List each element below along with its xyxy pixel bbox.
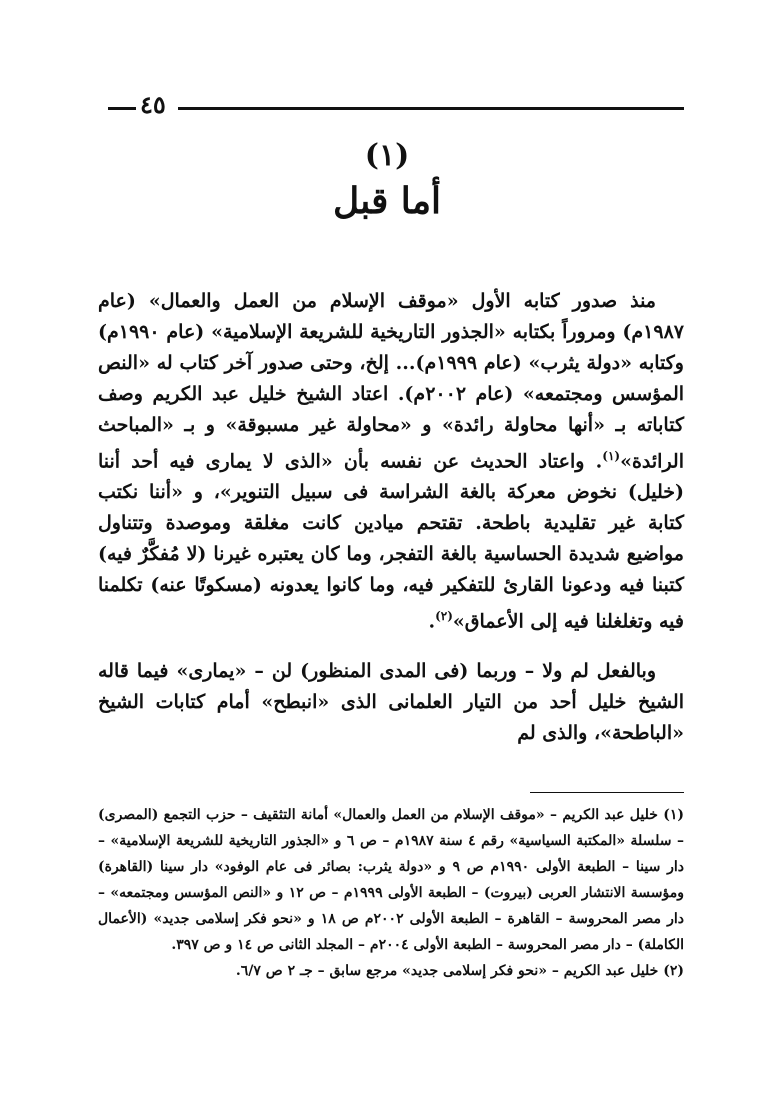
chapter-title: أما قبل xyxy=(332,180,442,222)
header-rule-short xyxy=(108,107,136,110)
footnote-ref: (٢) xyxy=(435,609,453,624)
footnote: (١) خليل عبد الكريم – «موقف الإسلام من العمل والعمال» أمانة التثقيف – حزب التجمع (المصرى) – سلسلة «المكتبة السياسية» رقم ٤ سنة ١٩٨٧م – ص ٦ و «الجذور التاريخية للشريعة الإسلامية» – دار سينا – الطبعة الأولى ١٩٩٠م ص ٩ و «دولة يثرب: بصائر فى عام الوفود» دار سينا (القاهرة) ومؤسسة الانتشار العربى (بيروت) – الطبعة الأولى ١٩٩٩م – ص ١٢ و «النص المؤسس ومجتمعه» – دار مصر المحروسة – القاهرة – الطبعة الأولى ٢٠٠٢م ص ١٨ و «نحو فكر إسلامى جديد» (الأعمال الكاملة) – دار مصر المحروسة – الطبعة الأولى ٢٠٠٤م – المجلد الثانى ص ١٤ و ص ٣٩٧. xyxy=(98,807,685,953)
footnote: (٢) خليل عبد الكريم – «نحو فكر إسلامى جديد» مرجع سابق – جـ ٢ ص ٦/٧. xyxy=(235,963,684,979)
body-text xyxy=(98,286,684,749)
paragraph xyxy=(98,286,684,638)
chapter-number: (١) xyxy=(364,138,410,173)
footnote-ref: (١) xyxy=(602,449,621,463)
page-number: ٤٥ xyxy=(140,90,166,119)
footnotes xyxy=(98,802,684,984)
header-rule xyxy=(178,107,684,110)
paragraph: وبالفعل لم ولا – وربما (فى المدى المنظور) لن – «يمارى» فيما قاله الشيخ خليل أحد من التيار العلمانى الذى «انبطح» أمام كتابات الشيخ «الباطحة»، والذى لم xyxy=(98,659,684,744)
footnote-divider xyxy=(530,792,684,793)
paragraph-text: . xyxy=(428,610,436,633)
page-header xyxy=(108,88,684,128)
paragraph-text: . واعتاد الحديث عن نفسه بأن «الذى لا يمارى فيه أحد أننا (خليل) نخوض معركة بالغة الشراسة فى سبيل التنوير»، و «أننا نكتب كتابة غير تقليدية باطحة. تقتحم ميادين كانت مغلقة وموصدة وتتناول مواضيع شديدة الحساسية بالغة التفجر، وما كان يعتبره غيرنا (لا مُفكَّرٌ فيه) كتبنا فيه ودعونا القارئ للتفكير فيه، وما كانوا يعدونه (مسكوتًا عنه) تكلمنا فيه وتغلغلنا فيه إلى الأعماق» xyxy=(98,450,684,633)
paragraph-text: منذ صدور كتابه الأول «موقف الإسلام من العمل والعمال» (عام ١٩٨٧م) ومروراً بكتابه «الجذور التاريخية للشريعة الإسلامية» (عام ١٩٩٠م) وكتابه «دولة يثرب» (عام ١٩٩٩م)... إلخ، وحتى صدور آخر كتاب له «النص المؤسس ومجتمعه» (عام ٢٠٠٢م). اعتاد الشيخ خليل عبد الكريم وصف كتاباته بـ «أنها محاولة رائدة» و «محاولة غير مسبوقة» و بـ «المباحث الرائدة» xyxy=(98,290,685,473)
